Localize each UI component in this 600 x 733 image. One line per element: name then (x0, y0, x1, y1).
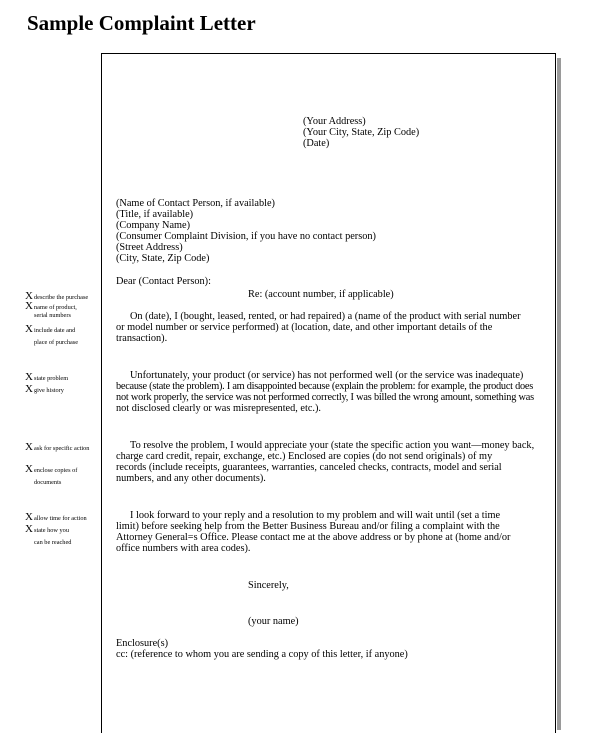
enclosure: Enclosure(s) (116, 638, 169, 649)
margin-note-allow-time: Xallow time for action (25, 511, 87, 523)
margin-note-product-name: Xname of product, serial numbers (25, 300, 77, 319)
margin-note-how-reached: Xstate how you can be reached (25, 523, 72, 546)
salutation: Dear (Contact Person): (116, 276, 211, 287)
x-marker: X (25, 511, 33, 523)
re-line: Re: (account number, if applicable) (248, 289, 394, 300)
signature: (your name) (248, 616, 299, 627)
x-marker: X (25, 383, 33, 395)
margin-note-enclose-copies: Xenclose copies of documents (25, 463, 78, 486)
margin-note-state-problem: Xstate problem (25, 371, 69, 383)
paragraph-2-line-1: Unfortunately, your product (or service) has not performed well (or the service was inadequate) (130, 370, 524, 381)
x-marker: X (25, 463, 33, 475)
closing: Sincerely, (248, 580, 289, 591)
recipient-title: (Title, if available) (116, 209, 194, 220)
paragraph-2-line-3: not work properly, the service was not performed correctly, I was billed the wrong amount, something was (116, 392, 534, 403)
sender-city: (Your City, State, Zip Code) (303, 127, 420, 138)
recipient-contact: (Name of Contact Person, if available) (116, 198, 275, 209)
paragraph-4-line-3: Attorney General=s Office. Please contact me at the above address or by phone at (home and/or (116, 532, 511, 543)
paragraph-3-line-4: numbers, and any other documents). (116, 473, 266, 484)
paragraph-1-line-1: On (date), I (bought, leased, rented, or had repaired) a (name of the product with serial number (130, 311, 521, 322)
recipient-company: (Company Name) (116, 220, 191, 231)
recipient-city: (City, State, Zip Code) (116, 253, 210, 264)
paragraph-3-line-3: records (include receipts, guarantees, warranties, canceled checks, contracts, model and serial (116, 462, 502, 473)
x-marker: X (25, 300, 33, 312)
margin-note-date-place: Xinclude date and place of purchase (25, 323, 79, 346)
paragraph-3-line-1: To resolve the problem, I would appreciate your (state the specific action you want—money back, (130, 440, 535, 451)
margin-note-give-history: Xgive history (25, 383, 64, 395)
document-title: Sample Complaint Letter (27, 11, 256, 35)
paragraph-4-line-4: office numbers with area codes). (116, 543, 251, 554)
recipient-division: (Consumer Complaint Division, if you have no contact person) (116, 231, 376, 242)
margin-note-specific-action: Xask for specific action (25, 441, 90, 453)
x-marker: X (25, 441, 33, 453)
paragraph-4-line-1: I look forward to your reply and a resolution to my problem and will wait until (set a time (130, 510, 501, 521)
paragraph-4-line-2: limit) before seeking help from the Better Business Bureau and/or filing a complaint with the (116, 521, 500, 532)
cc-line: cc: (reference to whom you are sending a copy of this letter, if anyone) (116, 649, 408, 660)
paragraph-2-line-4: not disclosed clearly or was misrepresented, etc.). (116, 403, 322, 414)
page-shadow (557, 58, 561, 730)
paragraph-1-line-2: or model number or service performed) at (location, date, and other important details of the (116, 322, 493, 333)
sender-address: (Your Address) (303, 116, 366, 127)
paragraph-3-line-2: charge card credit, repair, exchange, etc.) Enclosed are copies (do not send originals) of my (116, 451, 493, 462)
margin-note-describe-purchase: Xdescribe the purchase (25, 290, 89, 302)
x-marker: X (25, 371, 33, 383)
sender-date: (Date) (303, 138, 330, 149)
x-marker: X (25, 523, 33, 535)
paragraph-2-line-2: because (state the problem). I am disappointed because (explain the problem: for example, the product does (116, 381, 533, 392)
x-marker: X (25, 323, 33, 335)
paragraph-1-line-3: transaction). (116, 333, 168, 344)
recipient-street: (Street Address) (116, 242, 183, 253)
x-marker: X (25, 290, 33, 302)
